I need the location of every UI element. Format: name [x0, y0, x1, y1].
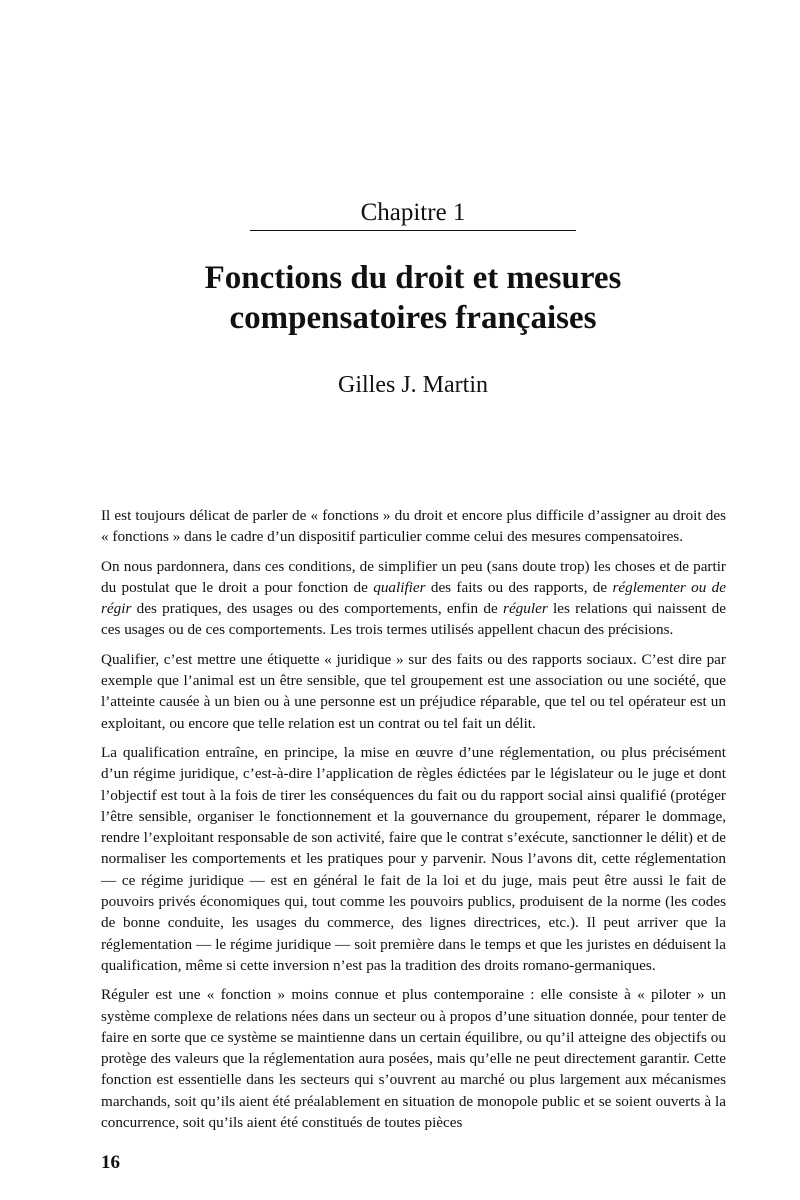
paragraph-text: les relations qui naissent de ces usages ou de ces comportements. Les trois termes utilisés appellent chacun des précisions. — [101, 600, 726, 639]
paragraph-text: La qualification entraîne, en principe, la mise en œuvre d’une réglementation, ou plus précisément d’un régime juridique, c’est-à-dire l’application de règles édictées par le législateur ou le juge et dont l’objectif est tout à la fois de tirer les conséquences du fait ou du rapport social ainsi qualifié (protéger l’être sensible, organiser le fonctionnement et la gouvernance du groupement, réparer le dommage, rendre l’exploitant responsable de son activité, faire que le contrat s’exécute, sanctionner le délit) et de normaliser les comportements et les pratiques pour y parvenir. Nous l’avons dit, cette réglementation — ce régime juridique — est en général le fait de la loi et du juge, mais peut être aussi le fait de pouvoirs privés économiques qui, tout comme les pouvoirs publics, produisent de la norme (les codes de bonne conduite, les usages du commerce, des lignes directrices, etc.). Il peut arriver que la réglementation — le régime juridique — soit première dans le temps et que les juristes en déduisent la qualification, même si cette inversion n’est pas la tradition des droits romano-germaniques. — [101, 743, 726, 974]
italic-term: réglementer ou de régir — [101, 578, 726, 618]
chapter-label: Chapitre 1 — [360, 199, 466, 226]
paragraph-text: On nous pardonnera, dans ces conditions, de simplifier un peu (sans doute trop) les choses et de partir du postulat que le droit a pour fonction de — [101, 557, 726, 596]
paragraph-text: Il est toujours délicat de parler de « fonctions » du droit et encore plus difficile d’assigner au droit des « fonctions » dans le cadre d’un dispositif particulier comme celui des mesures compensatoires. — [101, 507, 726, 546]
author-name: Gilles J. Martin — [338, 372, 488, 398]
paragraph — [101, 742, 726, 976]
chapter-title — [60, 258, 766, 338]
paragraph-text: Réguler est une « fonction » moins connue et plus contemporaine : elle consiste à « piloter » un système complexe de relations nées dans un secteur ou à propos d’une situation donnée, pour tenter de faire en sorte que ce système se maintienne dans un certain équilibre, ou qu’il atteigne des objectifs ou protège des valeurs que la réglementation aura posées, mais qu’elle ne peut directement garantir. Cette fonction est essentielle dans les secteurs qui s’ouvrent au marché ou plus largement aux mécanismes marchands, soit qu’ils aient été préalablement en situation de monopole public et se soient ouverts à la concurrence, soit qu’ils aient été constitués de toutes pièces — [101, 986, 726, 1132]
paragraph — [101, 984, 726, 1133]
body-text — [101, 505, 726, 1141]
italic-term: qualifier — [373, 578, 426, 596]
paragraph-text: des pratiques, des usages ou des comportements, enfin de — [131, 600, 504, 618]
chapter-divider — [250, 230, 576, 231]
paragraph — [101, 556, 726, 641]
italic-term: réguler — [503, 600, 548, 618]
chapter-title-line-2: compensatoires françaises — [229, 300, 597, 336]
chapter-title-line-1: Fonctions du droit et mesures — [204, 260, 622, 296]
paragraph-text: Qualifier, c’est mettre une étiquette « juridique » sur des faits ou des rapports sociaux. C’est dire par exemple que l’animal est un être sensible, que tel groupement est une association ou une société, que l’atteinte causée à un bien ou à une personne est un préjudice réparable, que tel ou tel opérateur est un exploitant, ou encore que telle relation est un contrat ou tel fait un délit. — [101, 650, 726, 732]
paragraph — [101, 505, 726, 548]
page-number: 16 — [101, 1152, 120, 1173]
paragraph-text: des faits ou des rapports, de — [425, 578, 613, 596]
paragraph — [101, 649, 726, 734]
